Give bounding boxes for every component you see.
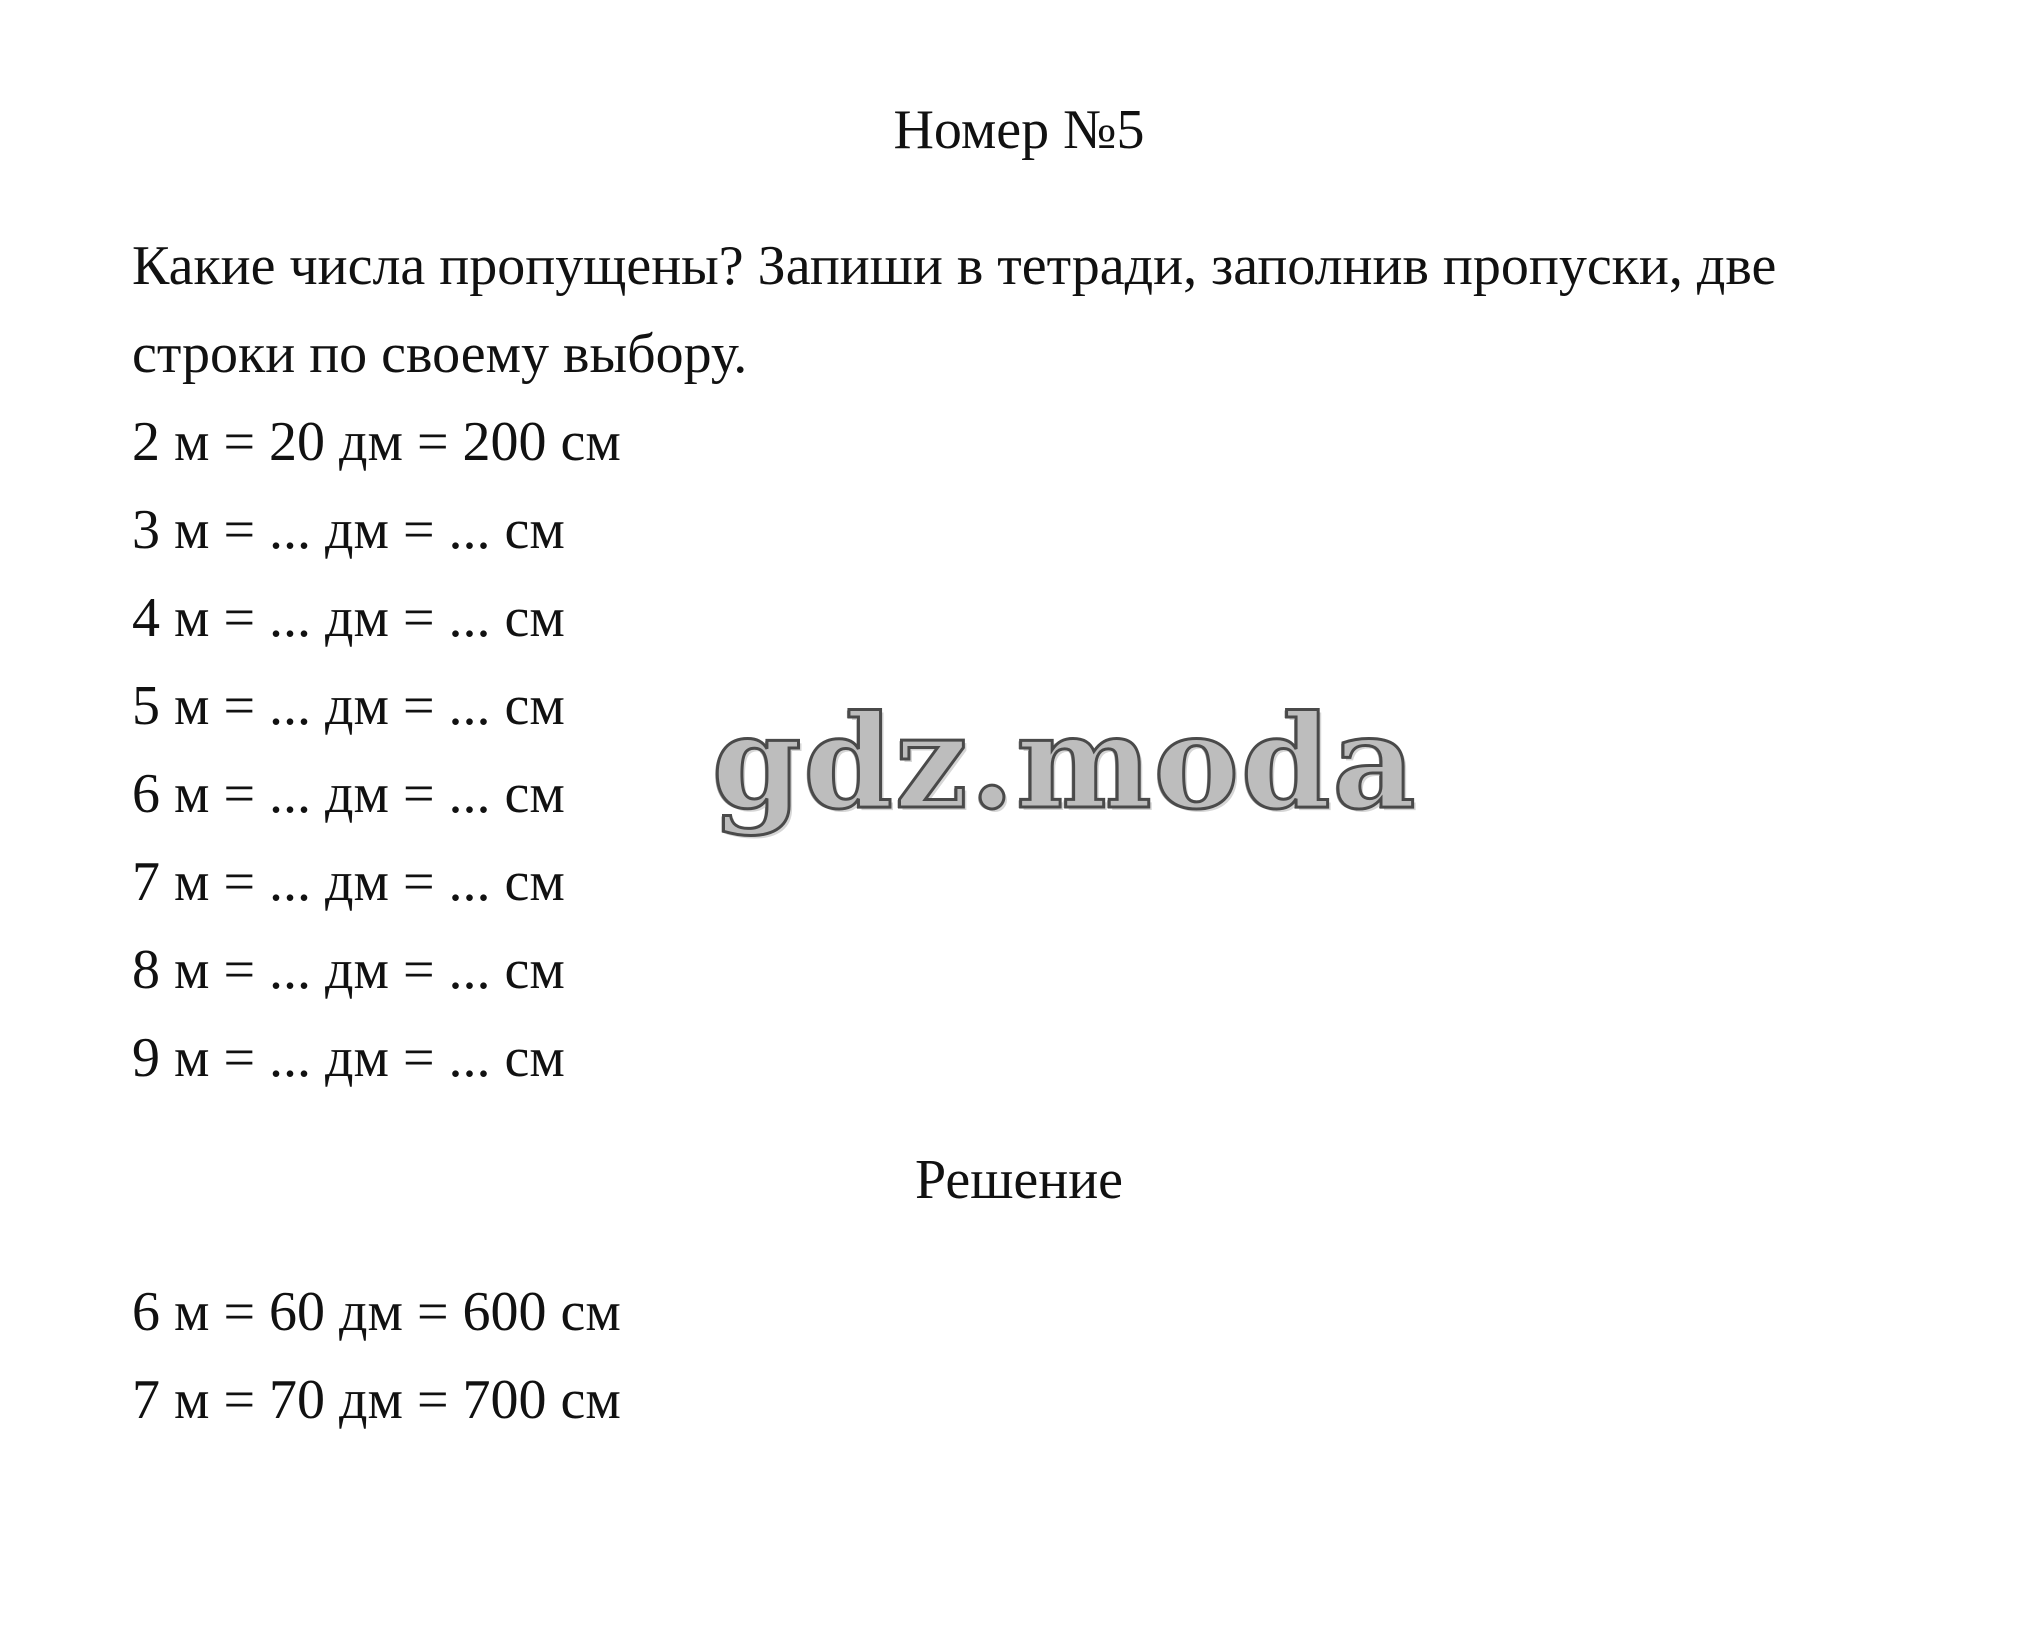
page-title: Номер №5 — [893, 99, 1145, 161]
equation-row: 9 м = ... дм = ... см — [132, 1027, 565, 1089]
answer-row: 6 м = 60 дм = 600 см — [132, 1281, 621, 1343]
equation-row: 3 м = ... дм = ... см — [132, 499, 565, 561]
equation-row: 2 м = 20 дм = 200 см — [132, 411, 621, 473]
watermark-logo: gdz.moda — [712, 688, 1418, 838]
solution-answers — [132, 1268, 621, 1444]
equation-row: 5 м = ... дм = ... см — [132, 675, 565, 737]
equation-list — [132, 398, 621, 1102]
equation-row: 8 м = ... дм = ... см — [132, 939, 565, 1001]
task-text — [132, 222, 1932, 398]
answer-row: 7 м = 70 дм = 700 см — [132, 1369, 621, 1431]
equation-row: 4 м = ... дм = ... см — [132, 587, 565, 649]
solution-heading: Решение — [914, 1149, 1124, 1211]
equation-row: 7 м = ... дм = ... см — [132, 851, 565, 913]
equation-row: 6 м = ... дм = ... см — [132, 763, 565, 825]
task-text-line-1: Какие числа пропущены? Запиши в тетради, заполнив пропуски, две — [132, 235, 1777, 297]
task-text-line-2: строки по своему выбору. — [132, 323, 748, 385]
